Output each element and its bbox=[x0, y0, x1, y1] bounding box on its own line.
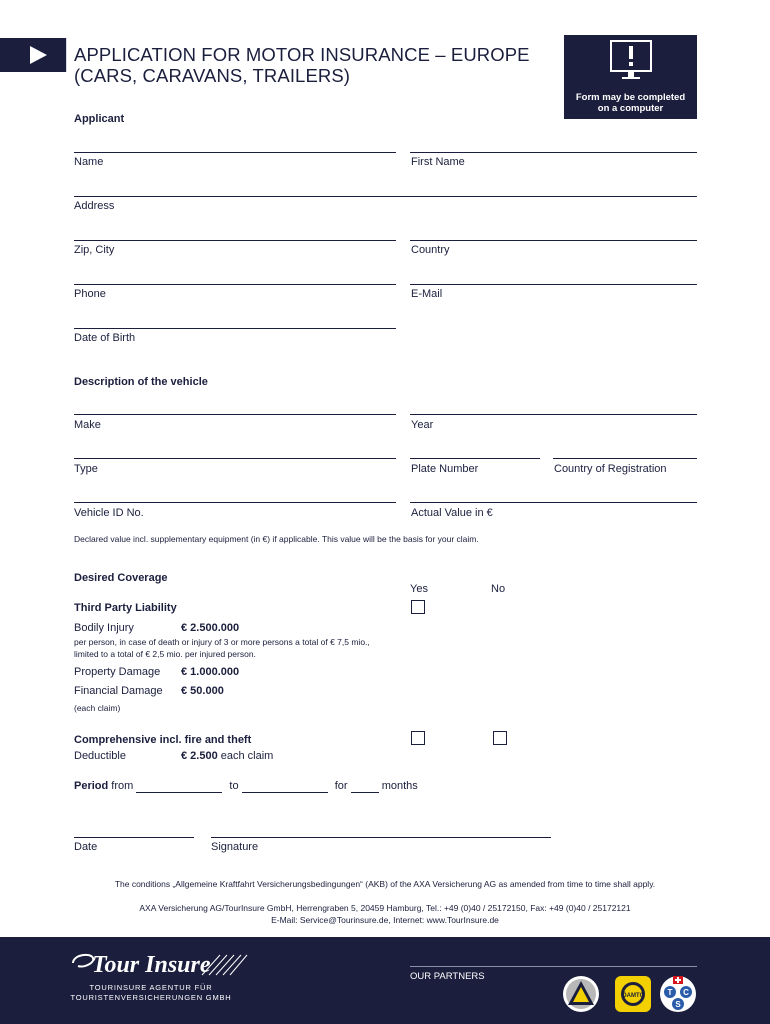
date-label: Date bbox=[74, 841, 98, 853]
name-field[interactable] bbox=[74, 152, 396, 153]
tourinsure-subtitle bbox=[56, 983, 246, 1003]
tourinsure-logo: Tour Insure bbox=[92, 952, 211, 978]
monitor-exclamation-icon bbox=[610, 40, 652, 84]
form-title-line1: APPLICATION FOR MOTOR INSURANCE – EUROPE bbox=[74, 44, 530, 65]
yes-column-label: Yes bbox=[410, 583, 428, 595]
period-from-label: from bbox=[108, 780, 137, 792]
comprehensive-no-checkbox[interactable] bbox=[493, 731, 507, 745]
phone-label: Phone bbox=[74, 288, 106, 300]
third-party-yes-checkbox[interactable] bbox=[411, 600, 425, 614]
signature-label: Signature bbox=[211, 841, 259, 853]
property-damage-value: € 1.000.000 bbox=[181, 666, 240, 678]
name-label: Name bbox=[74, 156, 104, 168]
deductible-label: Deductible bbox=[74, 750, 126, 762]
financial-damage-label: Financial Damage bbox=[74, 685, 163, 697]
deductible-value-row bbox=[181, 750, 273, 762]
year-label: Year bbox=[411, 419, 434, 431]
date-of-birth-label: Date of Birth bbox=[74, 332, 136, 344]
bodily-injury-value: € 2.500.000 bbox=[181, 622, 240, 634]
plate-number-field[interactable] bbox=[410, 458, 540, 459]
period-to-label: to bbox=[229, 780, 239, 792]
zip-city-field[interactable] bbox=[74, 240, 396, 241]
date-of-birth-field[interactable] bbox=[74, 328, 396, 329]
bodily-injury-note bbox=[74, 636, 370, 660]
actual-value-label: Actual Value in € bbox=[411, 507, 493, 519]
phone-field[interactable] bbox=[74, 284, 396, 285]
type-label: Type bbox=[74, 463, 98, 475]
make-field[interactable] bbox=[74, 414, 396, 415]
actual-value-field[interactable] bbox=[410, 502, 697, 503]
declared-value-note: Declared value incl. supplementary equipment (in €) if applicable. This value will be the basis for your claim. bbox=[74, 534, 479, 544]
header-arrow-block bbox=[0, 38, 66, 72]
period-months-label: months bbox=[381, 780, 418, 792]
play-arrow-icon bbox=[28, 45, 48, 65]
period-to-field[interactable] bbox=[242, 780, 328, 793]
email-label: E-Mail bbox=[411, 288, 443, 300]
partners-label: OUR PARTNERS bbox=[410, 971, 485, 982]
country-of-registration-field[interactable] bbox=[553, 458, 697, 459]
form-title bbox=[74, 44, 530, 86]
plate-number-label: Plate Number bbox=[411, 463, 479, 475]
each-claim-note: (each claim) bbox=[74, 703, 121, 713]
bodily-note-line1: per person, in case of death or injury of 3 or more persons a total of € 7,5 mio., bbox=[74, 637, 370, 647]
contact-line2: E-Mail: Service@Tourinsure.de, Internet: www.TourInsure.de bbox=[271, 915, 499, 925]
address-label: Address bbox=[74, 200, 115, 212]
tcs-letter-t: T bbox=[667, 988, 673, 997]
coverage-section-title: Desired Coverage bbox=[74, 572, 168, 584]
period-row bbox=[74, 780, 418, 793]
deductible-value: € 2.500 bbox=[181, 750, 218, 762]
oamtc-badge-text: ÖAMTC bbox=[622, 993, 644, 999]
applicant-section-title: Applicant bbox=[74, 113, 125, 125]
computer-notice-text bbox=[564, 92, 697, 114]
form-title-line2: (CARS, CARAVANS, TRAILERS) bbox=[74, 65, 351, 86]
tcs-letter-c: C bbox=[683, 988, 689, 997]
first-name-field[interactable] bbox=[410, 152, 697, 153]
partners-divider bbox=[410, 966, 697, 967]
date-field[interactable] bbox=[74, 837, 194, 838]
bodily-injury-label: Bodily Injury bbox=[74, 622, 134, 634]
notice-line1: Form may be completed bbox=[575, 92, 686, 103]
vehicle-section-title: Description of the vehicle bbox=[74, 376, 208, 388]
signature-field[interactable] bbox=[211, 837, 551, 838]
country-field[interactable] bbox=[410, 240, 697, 241]
comprehensive-title: Comprehensive incl. fire and theft bbox=[74, 734, 252, 746]
zip-city-label: Zip, City bbox=[74, 244, 115, 256]
logo-stripes-icon bbox=[200, 954, 248, 976]
no-column-label: No bbox=[491, 583, 506, 595]
email-field[interactable] bbox=[410, 284, 697, 285]
logo-sub-line2: TOURISTENVERSICHERUNGEN GMBH bbox=[70, 993, 232, 1002]
tcs-letter-s: S bbox=[675, 1000, 681, 1009]
period-label: Period bbox=[74, 780, 109, 792]
vehicle-id-field[interactable] bbox=[74, 502, 396, 503]
computer-notice bbox=[564, 35, 697, 119]
property-damage-label: Property Damage bbox=[74, 666, 161, 678]
comprehensive-yes-checkbox[interactable] bbox=[411, 731, 425, 745]
partner-badge-triangle-icon bbox=[562, 975, 600, 1013]
contact-line1: AXA Versicherung AG/TourInsure GmbH, Herrengraben 5, 20459 Hamburg, Tel.: +49 (0)40 / 25172150, Fax: +49 (0)40 / 25172121 bbox=[139, 903, 631, 913]
period-months-field[interactable] bbox=[351, 780, 379, 793]
year-field[interactable] bbox=[410, 414, 697, 415]
period-for-label: for bbox=[334, 780, 348, 792]
make-label: Make bbox=[74, 419, 101, 431]
address-field[interactable] bbox=[74, 196, 697, 197]
first-name-label: First Name bbox=[411, 156, 465, 168]
logo-sub-line1: TOURINSURE AGENTUR FÜR bbox=[89, 983, 213, 992]
bodily-note-line2: limited to a total of € 2,5 mio. per injured person. bbox=[74, 649, 256, 659]
third-party-liability-title: Third Party Liability bbox=[74, 602, 177, 614]
footer-bar bbox=[0, 937, 770, 1024]
partner-badge-oamtc-icon bbox=[614, 975, 652, 1013]
period-from-field[interactable] bbox=[136, 780, 222, 793]
conditions-note: The conditions „Allgemeine Kraftfahrt Versicherungsbedingungen“ (AKB) of the AXA Versicherung AG as amended from time to time shall apply. bbox=[114, 879, 656, 889]
financial-damage-value: € 50.000 bbox=[181, 685, 224, 697]
partner-badge-tcs-icon bbox=[659, 975, 697, 1013]
country-label: Country bbox=[411, 244, 450, 256]
country-of-registration-label: Country of Registration bbox=[554, 463, 667, 475]
vehicle-id-label: Vehicle ID No. bbox=[74, 507, 144, 519]
contact-info bbox=[0, 902, 770, 926]
notice-line2: on a computer bbox=[597, 103, 664, 114]
type-field[interactable] bbox=[74, 458, 396, 459]
deductible-suffix: each claim bbox=[217, 750, 274, 762]
